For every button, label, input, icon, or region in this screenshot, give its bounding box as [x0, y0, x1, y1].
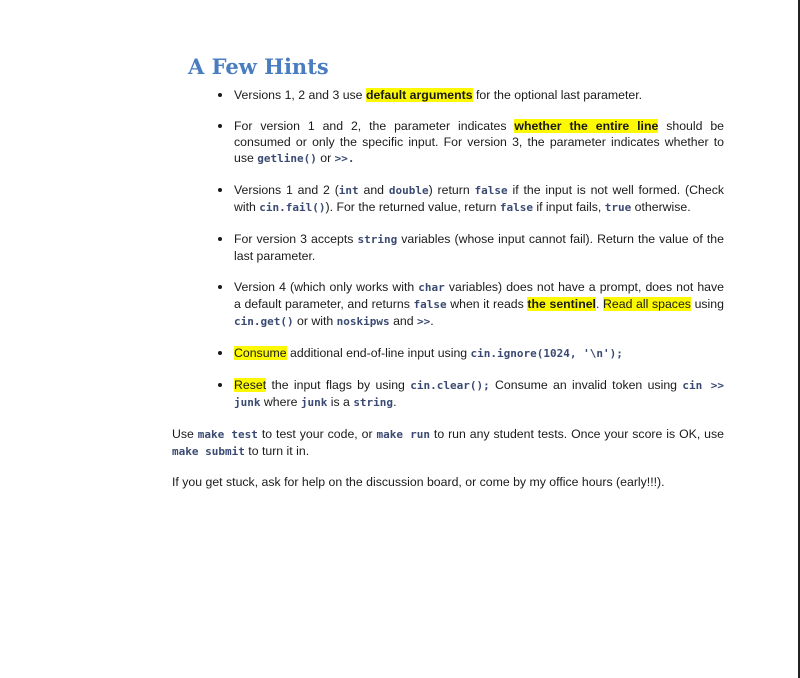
highlight: default arguments [365, 88, 473, 102]
bullet-dot [218, 124, 222, 128]
highlight: the sentinel [527, 297, 596, 311]
bullet-dot [218, 188, 222, 192]
bullet-dot [218, 285, 222, 289]
bullet-dot [218, 351, 222, 355]
code-token: make submit [172, 445, 245, 458]
code-token: cin.get() [234, 315, 294, 328]
code-token: getline() [257, 152, 317, 165]
section-heading: A Few Hints [188, 54, 329, 79]
hint-item-3: Versions 1 and 2 (int and double) return false if the input is not well formed. (Check with cin.fail()). For the returned value, return false if input fails, true otherwise. [172, 182, 724, 216]
code-token: false [499, 201, 533, 214]
code-token: int [338, 184, 359, 197]
document-content [172, 54, 724, 504]
code-token: char [418, 281, 445, 294]
code-token: make run [376, 428, 430, 441]
highlight: Reset [234, 378, 267, 392]
hint-item-4: For version 3 accepts string variables (whose input cannot fail). Return the value of the last parameter. [172, 231, 724, 264]
hints-list [172, 87, 724, 411]
hint-item-2: For version 1 and 2, the parameter indicates whether the entire line should be consumed or only the specific input. For version 3, the parameter indicates whether to use getline() or >>. [172, 118, 724, 167]
bullet-dot [218, 93, 222, 97]
code-token: string [353, 396, 394, 409]
code-token: double [388, 184, 429, 197]
highlight: Consume [234, 346, 287, 360]
instructions-paragraph: Use make test to test your code, or make run to run any student tests. Once your score is OK, use make submit to turn it in. [172, 427, 725, 458]
hint-item-6: Consume additional end-of-line input using cin.ignore(1024, '\n'); [172, 345, 724, 362]
code-token: >>. [334, 152, 355, 165]
bullet-dot [218, 237, 222, 241]
code-token: cin.clear(); [410, 379, 490, 392]
code-token: false [413, 298, 447, 311]
code-token: noskipws [336, 315, 390, 328]
bullet-dot [218, 383, 222, 387]
code-token: cin >> junk [234, 379, 724, 409]
hint-item-1: Versions 1, 2 and 3 use default arguments for the optional last parameter. [172, 87, 724, 103]
code-token: cin.ignore(1024, '\n'); [470, 347, 623, 360]
code-token: >> [417, 315, 431, 328]
hint-item-7: Reset the input flags by using cin.clear(); Consume an invalid token using cin >> junk where junk is a string. [172, 377, 724, 411]
hint-item-5: Version 4 (which only works with char variables) does not have a prompt, does not have a default parameter, and returns false when it reads the sentinel. Read all spaces using cin.get() or with noskipws and >>. [172, 279, 724, 330]
code-token: junk [300, 396, 328, 409]
highlight: whether the entire line [514, 119, 659, 133]
code-token: string [357, 233, 398, 246]
highlight: Read all spaces [603, 297, 691, 311]
code-token: false [474, 184, 508, 197]
code-token: true [604, 201, 632, 214]
help-paragraph: If you get stuck, ask for help on the discussion board, or come by my office hours (early!!!). [172, 475, 665, 489]
code-token: cin.fail() [259, 201, 326, 214]
code-token: make test [197, 428, 258, 441]
